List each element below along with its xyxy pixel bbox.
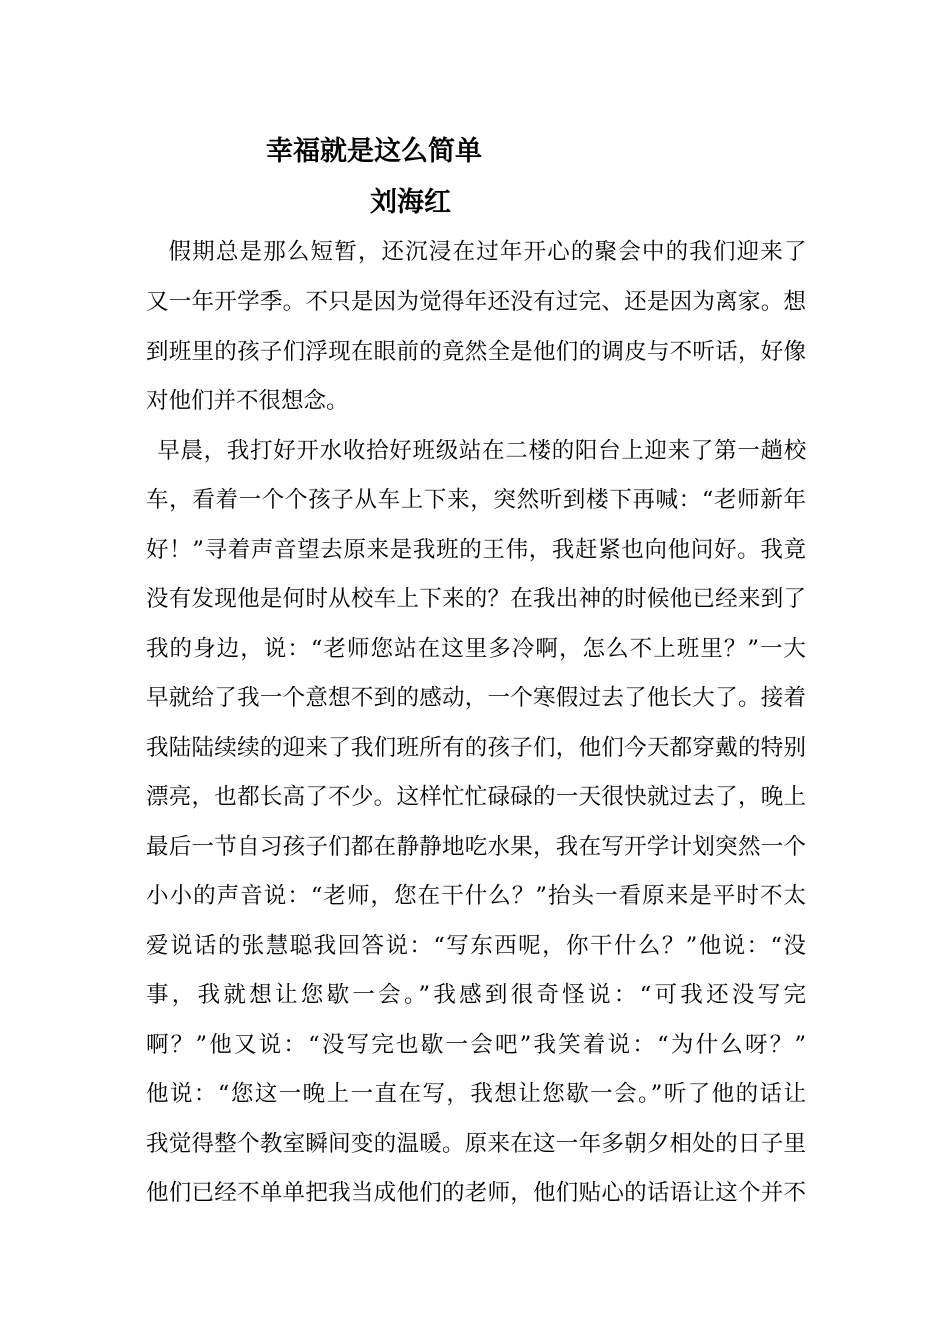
paragraph-2-line: 我觉得整个教室瞬间变的温暖。原来在这一年多朝夕相处的日子里 [146,1131,806,1157]
paragraph-2-line: 早就给了我一个意想不到的感动，一个寒假过去了他长大了。接着 [146,685,806,711]
paragraph-2-line: 爱说话的张慧聪我回答说：“写东西呢，你干什么？”他说：“没 [146,933,806,959]
paragraph-1-line: 到班里的孩子们浮现在眼前的竟然全是他们的调皮与不听话，好像 [146,339,806,365]
paragraph-2-line: 好！”寻着声音望去原来是我班的王伟，我赶紧也向他问好。我竟 [146,537,806,563]
paragraph-2-line: 我的身边，说：“老师您站在这里多冷啊，怎么不上班里？”一大 [146,636,806,662]
paragraph-2-line: 他们已经不单单把我当成他们的老师，他们贴心的话语让这个并不 [146,1180,806,1206]
paragraph-2-line: 早晨，我打好开水收拾好班级站在二楼的阳台上迎来了第一趟校 [157,438,807,464]
paragraph-1-line: 对他们并不很想念。 [146,388,349,414]
document-title: 幸福就是这么简单 [266,136,482,167]
paragraph-2-line: 最后一节自习孩子们都在静静地吃水果，我在写开学计划突然一个 [146,834,806,860]
paragraph-1-line: 又一年开学季。不只是因为觉得年还没有过完、还是因为离家。想 [146,289,806,315]
document-author: 刘海红 [370,187,451,218]
paragraph-2-line: 小小的声音说：“老师，您在干什么？”抬头一看原来是平时不太 [146,883,806,909]
paragraph-2-line: 事，我就想让您歇一会。”我感到很奇怪说：“可我还没写完 [146,982,806,1008]
paragraph-2-line: 漂亮，也都长高了不少。这样忙忙碌碌的一天很快就过去了，晚上 [146,784,806,810]
paragraph-2-line: 我陆陆续续的迎来了我们班所有的孩子们，他们今天都穿戴的特别 [146,735,806,761]
paragraph-2-line: 啊？”他又说：“没写完也歇一会吧”我笑着说：“为什么呀？” [146,1032,806,1058]
paragraph-2-line: 没有发现他是何时从校车上下来的？在我出神的时候他已经来到了 [146,586,806,612]
paragraph-1-line: 假期总是那么短暂，还沉浸在过年开心的聚会中的我们迎来了 [168,239,807,265]
paragraph-2-line: 车，看着一个个孩子从车上下来，突然听到楼下再喊：“老师新年 [146,487,806,513]
paragraph-2-line: 他说：“您这一晚上一直在写，我想让您歇一会。”听了他的话让 [146,1081,806,1107]
